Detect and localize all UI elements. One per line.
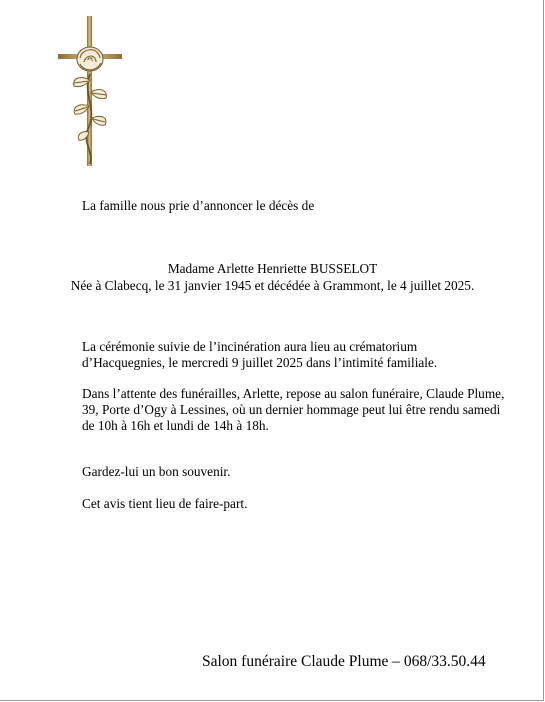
viewing-line-2: 39, Porte d’Ogy à Lessines, où un dernier hommage peut lui être rendu samedi	[82, 402, 501, 417]
funeral-home-footer: Salon funéraire Claude Plume – 068/33.50.44	[202, 653, 486, 670]
intro-text: La famille nous prie d’annoncer le décès de	[82, 198, 315, 213]
viewing-line-3: de 10h à 16h et lundi de 14h à 18h.	[82, 418, 269, 433]
souvenir-text: Gardez-lui un bon souvenir.	[82, 464, 231, 479]
ceremony-line-2: d’Hacquegnies, le mercredi 9 juillet 2025 dans l’intimité familiale.	[82, 355, 438, 370]
ceremony-line-1: La cérémonie suivie de l’incinération aura lieu au crématorium	[82, 339, 418, 354]
cross-with-rose-icon	[44, 14, 136, 176]
deceased-dates: Née à Clabecq, le 31 janvier 1945 et décédée à Grammont, le 4 juillet 2025.	[70, 278, 475, 293]
deceased-name: Madame Arlette Henriette BUSSELOT	[167, 261, 378, 276]
viewing-line-1: Dans l’attente des funérailles, Arlette, repose au salon funéraire, Claude Plume,	[82, 386, 505, 401]
notice-text: Cet avis tient lieu de faire-part.	[82, 496, 248, 511]
